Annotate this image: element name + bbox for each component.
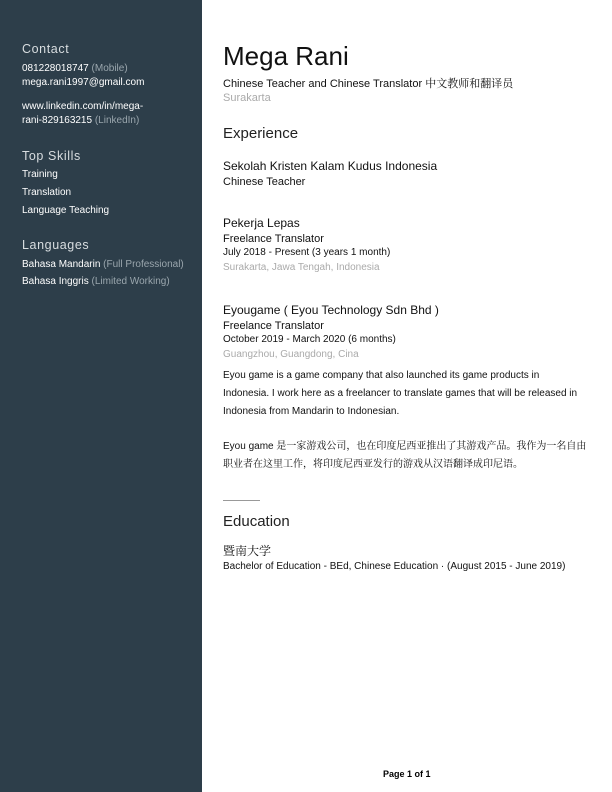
job-location: Guangzhou, Guangdong, Cina bbox=[223, 349, 359, 360]
skills-heading: Top Skills bbox=[22, 149, 81, 163]
job-description-en: Eyou game is a game company that also launched its game products in Indonesia. I work here as a freelancer to translate games that will be released in Indonesia from Mandarin to Indonesian. bbox=[223, 370, 578, 417]
skill-item: Translation bbox=[22, 187, 72, 198]
language-item bbox=[22, 276, 170, 287]
phone-label: (Mobile) bbox=[91, 63, 128, 74]
job-description-zh: Eyou game 是一家游戏公司，也在印度尼西亚推出了其游戏产品。我作为一名自由职业者在这里工作，将印度尼西亚发行的游戏从汉语翻译成印尼语。 bbox=[223, 441, 587, 470]
phone-number: 081228018747 bbox=[22, 63, 89, 74]
linkedin-link[interactable]: www.linkedin.com/in/mega- bbox=[22, 101, 144, 112]
headline: Chinese Teacher and Chinese Translator 中文教师和翻译员 bbox=[223, 78, 514, 90]
language-item bbox=[22, 259, 184, 270]
job-location: Surakarta, Jawa Tengah, Indonesia bbox=[223, 262, 380, 273]
language-level: (Limited Working) bbox=[91, 276, 170, 287]
skill-item: Language Teaching bbox=[22, 205, 110, 216]
linkedin-link-cont[interactable] bbox=[22, 115, 139, 126]
job-title: Freelance Translator bbox=[223, 233, 324, 245]
company-name: Pekerja Lepas bbox=[223, 216, 300, 230]
page-number: Page 1 of 1 bbox=[383, 769, 431, 779]
experience-heading: Experience bbox=[223, 125, 299, 142]
language-name: Bahasa Mandarin bbox=[22, 259, 101, 270]
linkedin-label: (LinkedIn) bbox=[94, 115, 140, 126]
section-divider bbox=[223, 500, 260, 501]
job-dates: October 2019 - March 2020 (6 months) bbox=[223, 334, 396, 345]
phone bbox=[22, 63, 128, 74]
skill-item: Training bbox=[22, 169, 58, 180]
contact-heading: Contact bbox=[22, 42, 70, 56]
school-name: 暨南大学 bbox=[223, 544, 272, 558]
location: Surakarta bbox=[223, 92, 271, 104]
linkedin-url[interactable]: rani-829163215 bbox=[22, 115, 93, 126]
job-dates: July 2018 - Present (3 years 1 month) bbox=[223, 247, 391, 258]
languages-heading: Languages bbox=[22, 238, 90, 252]
language-name: Bahasa Inggris bbox=[22, 276, 89, 287]
email-link[interactable]: mega.rani1997@gmail.com bbox=[22, 77, 145, 88]
education-heading: Education bbox=[223, 513, 290, 530]
language-level: (Full Professional) bbox=[103, 259, 184, 270]
company-name: Sekolah Kristen Kalam Kudus Indonesia bbox=[223, 159, 438, 173]
degree: Bachelor of Education - BEd, Chinese Education · (August 2015 - June 2019) bbox=[223, 561, 566, 572]
job-title: Freelance Translator bbox=[223, 320, 324, 332]
job-title: Chinese Teacher bbox=[223, 176, 306, 188]
sidebar bbox=[0, 0, 202, 792]
candidate-name: Mega Rani bbox=[223, 41, 349, 71]
company-name: Eyougame ( Eyou Technology Sdn Bhd ) bbox=[223, 303, 439, 317]
